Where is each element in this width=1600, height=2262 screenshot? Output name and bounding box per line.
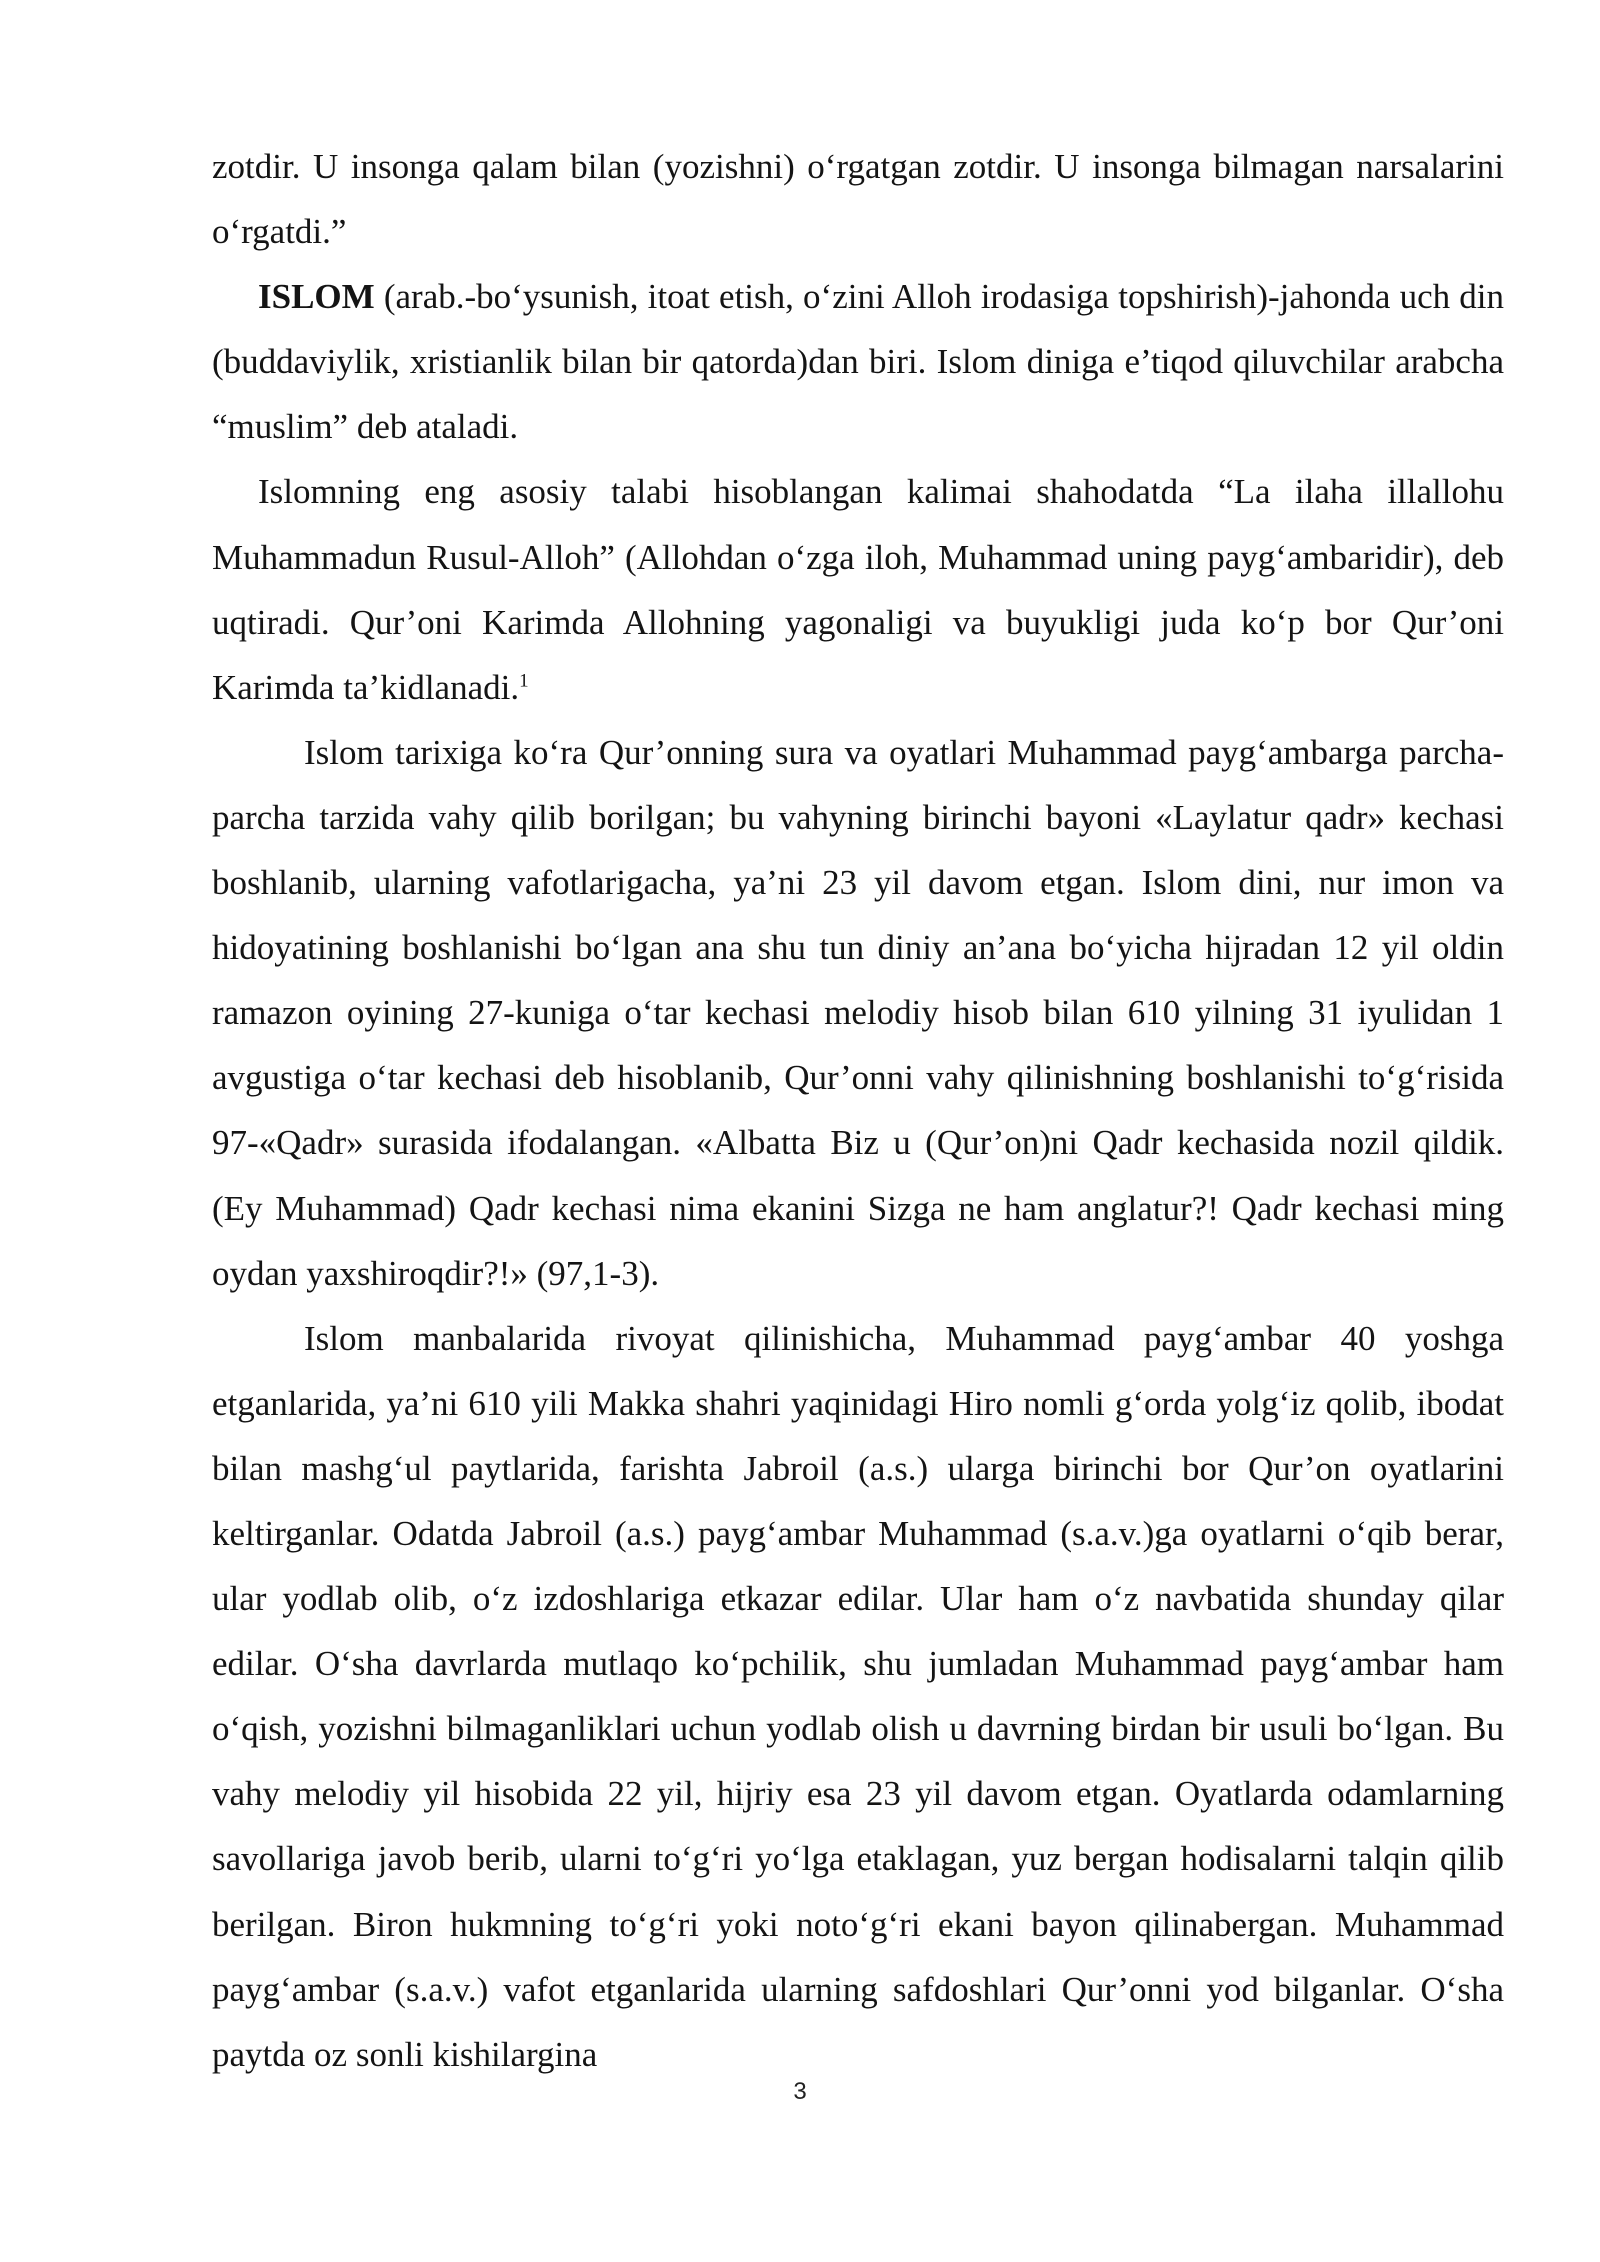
paragraph-text: (arab.-bo‘ysunish, itoat etish, o‘zini Alloh irodasiga topshirish)-jahonda uch din (buddaviylik, xristianlik bilan bir qatorda)dan biri. Islom diniga e’tiqod qiluvchilar arabcha “muslim” deb ataladi. — [212, 277, 1504, 447]
paragraph-shahada — [212, 459, 1504, 719]
paragraph-text: Islom tarixiga ko‘ra Qur’onning sura va oyatlari Muhammad payg‘ambarga parcha-parcha tarzida vahy qilib borilgan; bu vahyning birinchi bayoni «Laylatur qadr» kechasi boshlanib, ularning vafotlarigacha, ya’ni 23 yil davom etgan. Islom dini, nur imon va hidoyatining boshlanishi bo‘lgan ana shu tun diniy an’ana bo‘yicha hijradan 12 yil oldin ramazon oyining 27-kuniga o‘tar kechasi melodiy hisob bilan 610 yilning 31 iyulidan 1 avgustiga o‘tar kechasi deb hisoblanib, Qur’onni vahy qilinishning boshlanishi to‘g‘risida 97-«Qadr» surasida ifodalangan. «Albatta Biz u (Qur’on)ni Qadr kechasida nozil qildik. (Ey Muhammad) Qadr kechasi nima ekanini Sizga ne ham anglatur?! Qadr kechasi ming oydan yaxshiroqdir?!» (97,1-3). — [212, 732, 1504, 1293]
paragraph-continuation — [212, 134, 1504, 264]
term-heading: ISLOM — [258, 277, 375, 317]
paragraph-revelation-account — [212, 1306, 1504, 2087]
paragraph-text: Islomning eng asosiy talabi hisoblangan kalimai shahodatda “La ilaha illallohu Muhammadun Rusul-Alloh” (Allohdan o‘zga iloh, Muhammad uning payg‘ambaridir), deb uqtiradi. Qur’oni Karimda Allohning yagonaligi va buyukligi juda ko‘p bor Qur’oni Karimda ta’kidlanadi. — [212, 472, 1504, 707]
paragraph-text: zotdir. U insonga qalam bilan (yozishni) o‘rgatgan zotdir. U insonga bilmagan narsalarini o‘rgatdi.” — [212, 147, 1504, 252]
paragraph-text: Islom manbalarida rivoyat qilinishicha, Muhammad payg‘ambar 40 yoshga etganlarida, ya’ni 610 yili Makka shahri yaqinidagi Hiro nomli g‘orda yolg‘iz qolib, ibodat bilan mashg‘ul paytlarida, farishta Jabroil (a.s.) ularga birinchi bor Qur’on oyatlarini keltirganlar. Odatda Jabroil (a.s.) payg‘ambar Muhammad (s.a.v.)ga oyatlarni o‘qib berar, ular yodlab olib, o‘z izdoshlariga etkazar edilar. Ular ham o‘z navbatida shunday qilar edilar. O‘sha davrlarda mutlaqo ko‘pchilik, shu jumladan Muhammad payg‘ambar ham o‘qish, yozishni bilmaganliklari uchun yodlab olish u davrning birdan bir usuli bo‘lgan. Bu vahy melodiy yil hisobida 22 yil, hijriy esa 23 yil davom etgan. Oyatlarda odamlarning savollariga javob berib, ularni to‘g‘ri yo‘lga etaklagan, yuz bergan hodisalarni talqin qilib berilgan. Biron hukmning to‘g‘ri yoki noto‘g‘ri ekani bayon qilinabergan. Muhammad payg‘ambar (s.a.v.) vafot etganlarida ularning safdoshlari Qur’onni yod bilganlar. O‘sha paytda oz sonli kishilargina — [212, 1318, 1504, 2074]
page-number: 3 — [793, 2078, 807, 2105]
footnote-reference[interactable]: 1 — [519, 670, 529, 692]
page-body — [212, 134, 1504, 2087]
paragraph-islom-definition — [212, 264, 1504, 459]
paragraph-revelation-history — [212, 720, 1504, 1306]
